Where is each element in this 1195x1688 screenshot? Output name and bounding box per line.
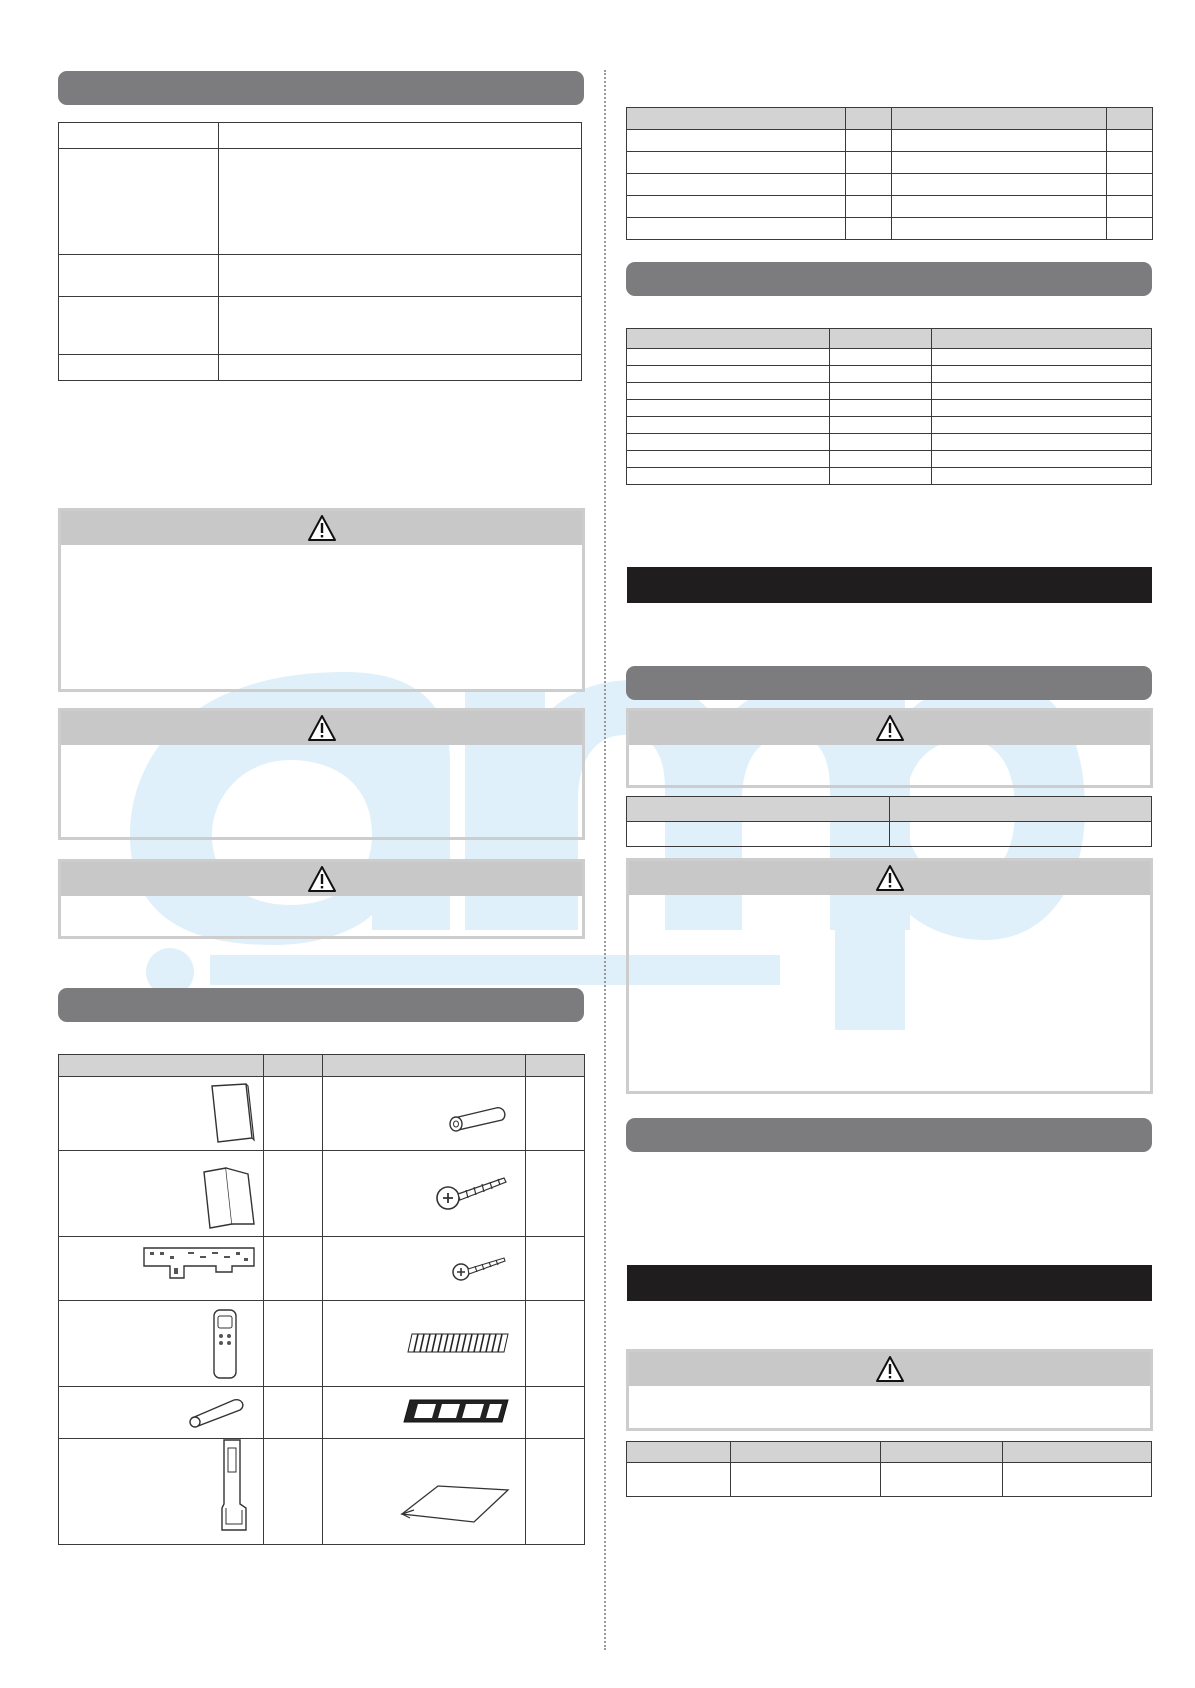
table-cell [59,355,219,381]
table-cell [264,1077,323,1151]
table-cell [627,218,846,240]
parts-table [626,107,1153,240]
bottom-table [626,1441,1152,1497]
warning-box [626,858,1153,1094]
table-cell [526,1237,585,1301]
table-row [59,355,582,381]
table-cell [932,349,1152,366]
table-cell [1003,1463,1152,1497]
warning-box-header [629,711,1150,745]
table-cell [627,174,846,196]
table-header-cell [323,1055,526,1077]
pipe-sleeve-icon [184,1396,250,1428]
table-row [59,255,582,297]
warning-triangle-icon [307,714,337,742]
table-cell [219,297,582,355]
table-row [627,468,1152,485]
table-cell [830,349,932,366]
table-cell [59,297,219,355]
table-header-cell [881,1442,1003,1463]
table-cell [932,451,1152,468]
folded-booklet-icon [198,1166,258,1230]
table-cell [627,349,830,366]
table-header-cell [59,1055,264,1077]
table-cell [627,130,846,152]
warning-triangle-icon [307,865,337,893]
table-cell [1107,130,1153,152]
table-header-cell [526,1055,585,1077]
table-row [627,130,1153,152]
tape-sheet-icon [398,1480,512,1526]
warning-box-header [629,861,1150,895]
table-cell [627,400,830,417]
warning-box [58,508,585,692]
table-row [627,822,1152,847]
table-row [627,383,1152,400]
table-row [627,400,1152,417]
table-header-cell [830,329,932,349]
spec-table [58,122,582,381]
table-row [59,149,582,255]
table-cell [932,383,1152,400]
table-cell [627,417,830,434]
table-cell [846,196,892,218]
table-cell [264,1439,323,1545]
table-cell [731,1463,881,1497]
table-row [59,123,582,149]
table-cell [1107,152,1153,174]
table-cell [526,1387,585,1439]
table-cell [830,451,932,468]
warning-triangle-icon [307,514,337,542]
table-cell [830,400,932,417]
table-cell [932,400,1152,417]
black-heading-bar [627,567,1152,603]
table-cell [264,1301,323,1387]
table-cell [1107,174,1153,196]
table-header-cell [627,797,890,822]
table-cell [627,383,830,400]
table-cell [892,152,1107,174]
table-cell [890,822,1152,847]
table-cell [59,123,219,149]
table-row [59,297,582,355]
table-header-row [627,1442,1152,1463]
table-cell [219,123,582,149]
table-cell [627,822,890,847]
table-header-row [627,329,1152,349]
table-cell [264,1387,323,1439]
warning-triangle-icon [875,714,905,742]
table-cell [846,130,892,152]
table-cell [264,1151,323,1237]
table-cell [830,366,932,383]
table-cell [932,366,1152,383]
warning-box-header [61,862,582,896]
warning-box [58,859,585,939]
table-row [627,196,1153,218]
parameter-table [626,796,1152,847]
section-header-bar [626,1118,1152,1152]
mounting-plate-icon [140,1242,258,1284]
table-cell [892,130,1107,152]
section-header-bar [626,666,1152,700]
table-cell [59,149,219,255]
table-row [627,218,1153,240]
table-header-cell [264,1055,323,1077]
table-cell [892,196,1107,218]
table-cell [219,149,582,255]
filter-strip-icon [404,1330,512,1356]
booklet-icon [208,1082,258,1144]
table-cell [1107,196,1153,218]
wall-anchor-icon [444,1104,510,1132]
remote-control-icon [210,1308,240,1380]
table-cell [830,383,932,400]
table-row [627,451,1152,468]
table-cell [627,468,830,485]
column-divider [604,70,606,1650]
table-row [627,349,1152,366]
table-cell [627,451,830,468]
table-cell [1107,218,1153,240]
table-cell [892,218,1107,240]
table-row [627,152,1153,174]
table-header-cell [1107,108,1153,130]
section-header-bar [58,988,584,1022]
table-cell [846,152,892,174]
table-header-row [59,1055,585,1077]
table-cell [219,255,582,297]
table-cell [526,1151,585,1237]
warning-box-header [61,711,582,745]
table-cell [526,1439,585,1545]
table-cell [264,1237,323,1301]
table-row [627,174,1153,196]
table-cell [932,434,1152,451]
table-cell [219,355,582,381]
table-cell [846,174,892,196]
table-header-cell [892,108,1107,130]
table-cell [526,1077,585,1151]
specifications-table [626,328,1152,485]
table-cell [881,1463,1003,1497]
table-cell [627,196,846,218]
remote-holder-icon [216,1438,252,1534]
warning-box [58,708,585,840]
table-row [627,366,1152,383]
section-header-bar [626,262,1152,296]
table-cell [830,434,932,451]
table-header-cell [731,1442,881,1463]
warning-box-header [629,1352,1150,1386]
table-header-cell [627,108,846,130]
warning-box [626,708,1153,788]
filter-frame-icon [400,1396,512,1426]
table-row [627,417,1152,434]
table-header-cell [846,108,892,130]
table-cell [892,174,1107,196]
table-cell [830,468,932,485]
table-cell [846,218,892,240]
table-cell [59,255,219,297]
table-header-cell [1003,1442,1152,1463]
table-header-row [627,108,1153,130]
table-cell [627,1463,731,1497]
black-heading-bar [627,1265,1152,1301]
table-header-cell [890,797,1152,822]
table-cell [932,417,1152,434]
warning-box [626,1349,1153,1431]
table-cell [627,152,846,174]
warning-triangle-icon [875,1355,905,1383]
warning-box-header [61,511,582,545]
table-row [627,1463,1152,1497]
table-header-cell [627,329,830,349]
table-header-cell [627,1442,731,1463]
section-header-bar [58,71,584,105]
table-cell [627,366,830,383]
table-header-cell [932,329,1152,349]
table-header-row [627,797,1152,822]
table-cell [526,1301,585,1387]
table-cell [830,417,932,434]
table-cell [627,434,830,451]
table-row [627,434,1152,451]
small-screw-icon [450,1252,508,1284]
large-screw-icon [434,1172,510,1212]
table-cell [932,468,1152,485]
warning-triangle-icon [875,864,905,892]
